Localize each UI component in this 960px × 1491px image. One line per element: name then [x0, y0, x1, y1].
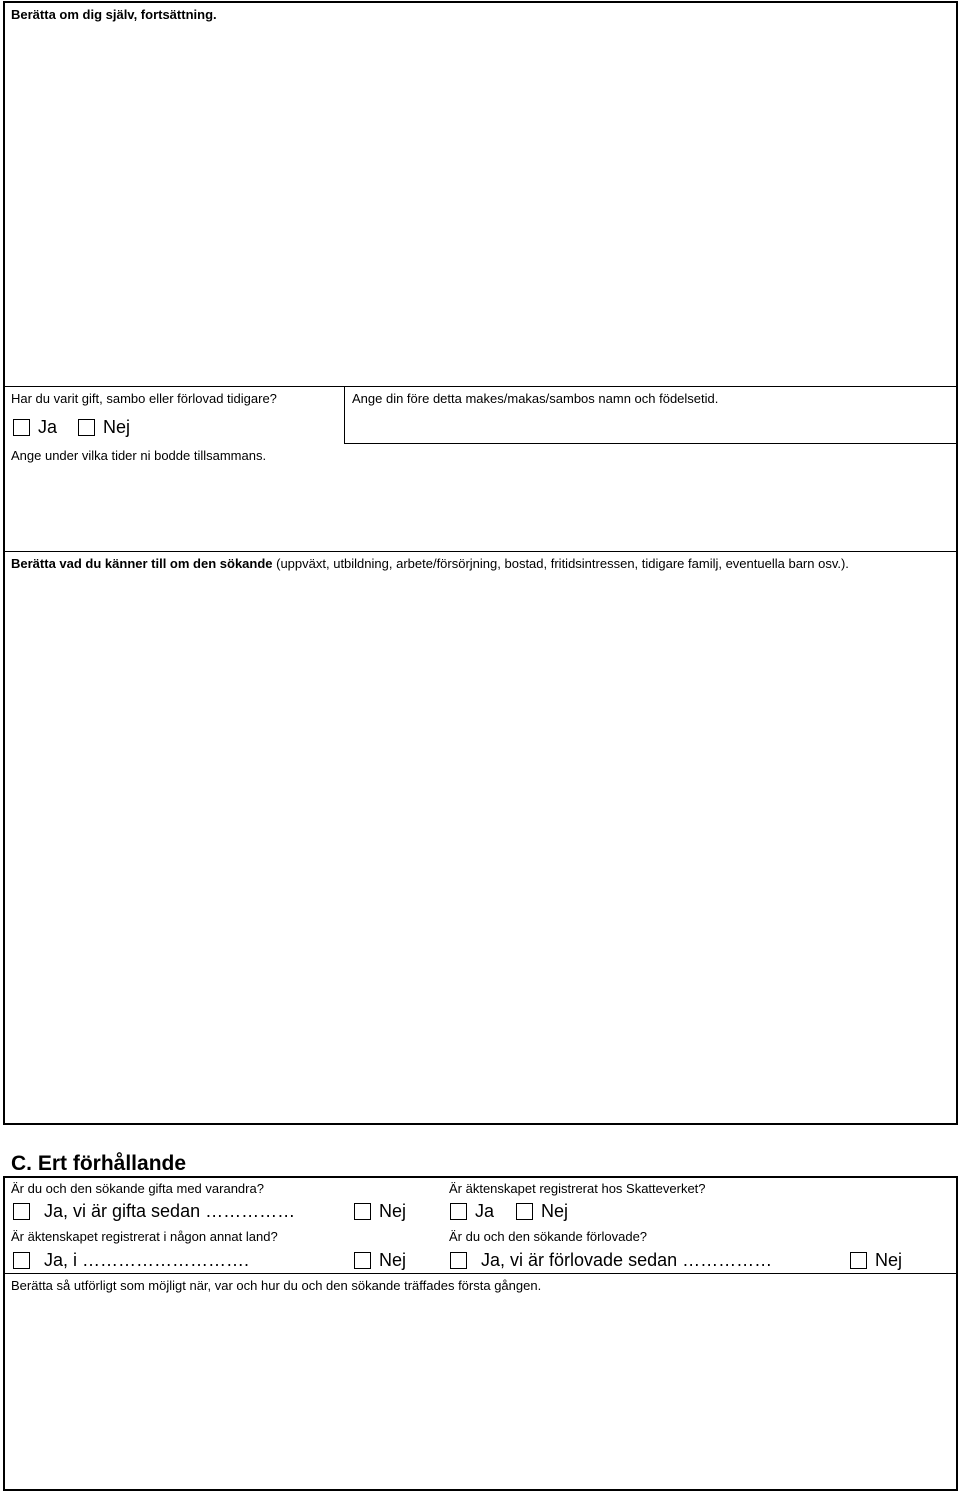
lived-together-field[interactable]: [8, 467, 953, 547]
option-label: Nej: [541, 1201, 569, 1221]
how-met-field[interactable]: [8, 1298, 953, 1486]
previous-partner-label: Ange din före detta makes/makas/sambos namn och födelsetid.: [352, 391, 719, 406]
checkbox-icon[interactable]: [354, 1203, 371, 1220]
option-label: Ja, vi är förlovade sedan ……………: [481, 1250, 773, 1270]
registered-tax-question: Är äktenskapet registrerat hos Skatteverket?: [449, 1181, 706, 1196]
row-divider: [4, 386, 957, 387]
row-divider: [4, 1273, 957, 1274]
checkbox-icon[interactable]: [13, 1203, 30, 1220]
about-yourself-label: Berätta om dig själv, fortsättning.: [11, 7, 217, 22]
column-divider: [344, 386, 345, 443]
option-label: Nej: [379, 1250, 407, 1270]
registered-abroad-yes-option[interactable]: [13, 1249, 249, 1271]
checkbox-icon[interactable]: [354, 1252, 371, 1269]
know-about-applicant-label: [11, 556, 849, 572]
row-divider: [344, 443, 957, 444]
previously-married-options: [13, 416, 130, 441]
about-yourself-field[interactable]: [8, 28, 953, 383]
option-label: Ja: [475, 1201, 495, 1221]
know-about-applicant-rest: (uppväxt, utbildning, arbete/försörjning, bostad, fritidsintressen, tidigare familj, eventuella barn osv.).: [272, 556, 849, 571]
previous-partner-field[interactable]: [350, 410, 952, 440]
checkbox-icon[interactable]: [850, 1252, 867, 1269]
know-about-applicant-field[interactable]: [8, 578, 953, 1118]
checkbox-icon[interactable]: [13, 419, 30, 436]
section-c-heading: C. Ert förhållande: [11, 1152, 187, 1175]
previously-married-question: Har du varit gift, sambo eller förlovad tidigare?: [11, 391, 277, 406]
checkbox-icon[interactable]: [450, 1203, 467, 1220]
know-about-applicant-bold: Berätta vad du känner till om den sökande: [11, 556, 273, 571]
how-met-label: Berätta så utförligt som möjligt när, var och hur du och den sökande träffades första gången.: [11, 1278, 542, 1293]
checkbox-icon[interactable]: [78, 419, 95, 436]
option-label: Nej: [379, 1201, 407, 1221]
row-divider: [4, 551, 957, 552]
registered-abroad-question: Är äktenskapet registrerat i någon annat land?: [11, 1229, 278, 1244]
previously-married-no-option[interactable]: [78, 416, 130, 438]
option-label: Ja: [38, 417, 58, 437]
previously-married-yes-option[interactable]: [13, 416, 57, 438]
checkbox-icon[interactable]: [516, 1203, 533, 1220]
married-no-option[interactable]: [354, 1200, 406, 1222]
registered-tax-no-option[interactable]: [516, 1200, 568, 1222]
engaged-no-option[interactable]: [850, 1249, 902, 1271]
engaged-yes-option[interactable]: [450, 1249, 772, 1271]
checkbox-icon[interactable]: [450, 1252, 467, 1269]
married-yes-option[interactable]: [13, 1200, 295, 1222]
registered-tax-yes-option[interactable]: [450, 1200, 494, 1222]
lived-together-label: Ange under vilka tider ni bodde tillsammans.: [11, 448, 267, 463]
engaged-question: Är du och den sökande förlovade?: [449, 1229, 648, 1244]
option-label: Ja, vi är gifta sedan ……………: [44, 1201, 296, 1221]
option-label: Nej: [875, 1250, 903, 1270]
option-label: Nej: [103, 417, 131, 437]
married-question: Är du och den sökande gifta med varandra?: [11, 1181, 264, 1196]
option-label: Ja, i ……………………….: [44, 1250, 250, 1270]
registered-abroad-no-option[interactable]: [354, 1249, 406, 1271]
checkbox-icon[interactable]: [13, 1252, 30, 1269]
